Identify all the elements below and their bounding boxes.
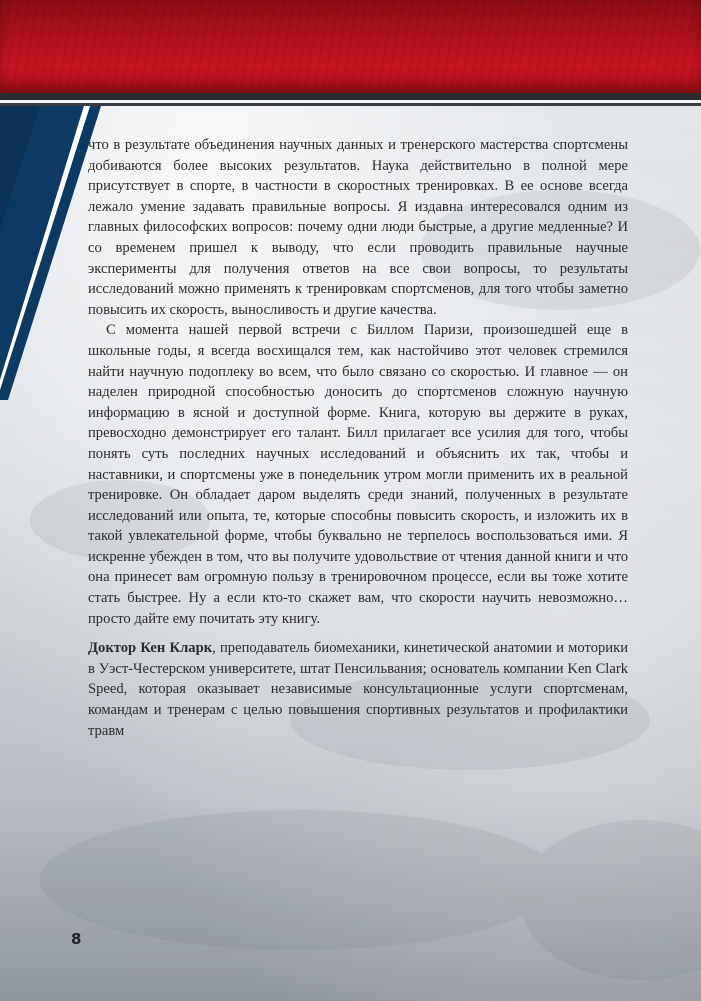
header-texture: [0, 0, 701, 93]
header-divider-dark-thin: [0, 103, 701, 106]
paragraph-2: С момента нашей первой встречи с Биллом Паризи, произошедшей еще в школьные годы, я всегда восхищался тем, как настойчиво этот человек стремился найти научную подоплеку во всем, что было связано со скоростью. И главное — он наделен природной способностью доносить до спортсменов сложную научную информацию в ясной и доступной форме. Книга, которую вы держите в руках, превосходно демонстрирует его талант. Билл прилагает все усилия для того, чтобы понять суть последних научных исследований и объяснить их так, чтобы и наставники, и спортсмены уже в понедельник утром могли применить их в реальной тренировке. Он обладает даром выделять среди знаний, полученных в результате исследований или опыта, те, которые способны повысить скорость, и изложить их в такой увлекательной форме, чтобы буквально не терпелось воспользоваться ими. Я искренне убежден в том, что вы получите удовольствие от чтения данной книги и что она принесет вам огромную пользу в тренировочном процессе, если вы тоже хотите стать быстрее. Ну а если кто-то скажет вам, что скорости научить невозможно… просто дайте ему почитать эту книгу.: [88, 322, 628, 627]
paragraph-1: что в результате объединения научных данных и тренерского мастерства спортсмены добиваются более высоких результатов. Наука действительно в полной мере присутствует в спорте, в частности в скоростных тренировках. В ее основе всегда лежало умение задавать правильные вопросы. Я издавна интересовался одним из главных философских вопросов: почему одни люди быстрые, а другие медленные? И со временем пришел к выводу, что если проводить правильные научные эксперименты для получения ответов на все свои вопросы, то результаты исследований можно применять к тренировкам спортсменов, для того чтобы заметно повысить их скорость, выносливость и другие качества.: [88, 137, 628, 318]
page-number: 8: [71, 930, 82, 948]
header-red-band: [0, 0, 701, 93]
author-name: Доктор Кен Кларк: [88, 640, 213, 657]
author-bio: [88, 638, 628, 741]
foreword-text: [88, 135, 628, 741]
author-description: , преподаватель биомеханики, кинетической анатомии и моторики в Уэст-Честерском университете, штат Пенсильвания; основатель компании Ken Clark Speed, которая оказывает независимые консультационные услуги спортсменам, командам и тренерам с целью повышения спортивных результатов и профилактики травм: [88, 640, 629, 739]
header-divider-dark: [0, 93, 701, 100]
